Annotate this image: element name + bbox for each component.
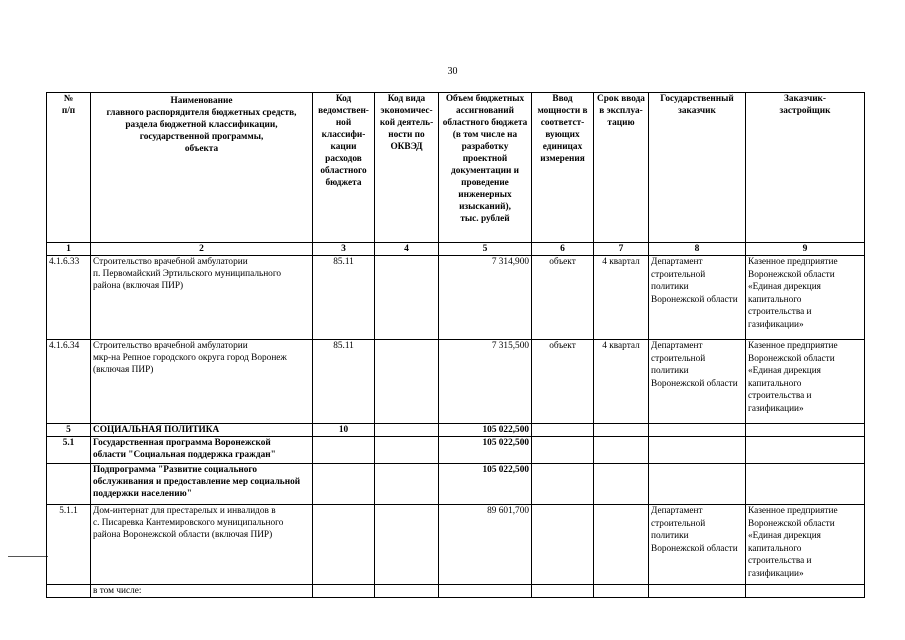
column-number-row — [47, 243, 865, 256]
row-developer: Казенное предприятие Воронежской области «Единая дирекция капитального строительства и газификации» — [746, 340, 865, 424]
page-number: 30 — [447, 66, 458, 77]
table-row — [47, 340, 865, 424]
header-okved: Код вида экономичес- кой деятель- ности по ОКВЭД — [375, 93, 439, 243]
header-no: № п/п — [47, 93, 91, 243]
row-capacity: объект — [532, 340, 594, 424]
header-dept-code: Код ведомствен- ной классифи- кации расходов областного бюджета — [313, 93, 375, 243]
row-developer — [746, 464, 865, 505]
row-capacity — [532, 424, 594, 437]
row-dept-code — [313, 437, 375, 464]
row-no — [47, 464, 91, 505]
row-customer: Департамент строительной политики Воронежской области — [649, 256, 746, 340]
row-okved — [375, 464, 439, 505]
column-number: 6 — [532, 243, 594, 256]
row-name: Строительство врачебной амбулатории п. Первомайский Эртильского муниципального района (включая ПИР) — [91, 256, 313, 340]
table-row — [47, 505, 865, 585]
row-volume: 105 022,500 — [439, 424, 532, 437]
row-customer — [649, 585, 746, 598]
header-name: Наименование главного распорядителя бюджетных средств, раздела бюджетной классификации, государственной программы, объекта — [91, 93, 313, 243]
row-dept-code: 85.11 — [313, 256, 375, 340]
row-dept-code — [313, 464, 375, 505]
row-name: СОЦИАЛЬНАЯ ПОЛИТИКА — [91, 424, 313, 437]
row-capacity: объект — [532, 256, 594, 340]
row-customer — [649, 424, 746, 437]
header-capacity: Ввод мощности в соответст- вующих единицах измерения — [532, 93, 594, 243]
row-developer — [746, 437, 865, 464]
header-customer: Государственный заказчик — [649, 93, 746, 243]
row-no: 4.1.6.34 — [47, 340, 91, 424]
row-no — [47, 585, 91, 598]
row-capacity — [532, 464, 594, 505]
row-term — [594, 585, 649, 598]
column-number: 2 — [91, 243, 313, 256]
row-term: 4 квартал — [594, 256, 649, 340]
row-okved — [375, 340, 439, 424]
row-name: Строительство врачебной амбулатории мкр-на Репное городского округа город Воронеж (включая ПИР) — [91, 340, 313, 424]
row-term: 4 квартал — [594, 340, 649, 424]
row-okved — [375, 437, 439, 464]
table-row-subprogram — [47, 464, 865, 505]
row-name: Государственная программа Воронежской области "Социальная поддержка граждан" — [91, 437, 313, 464]
row-term — [594, 424, 649, 437]
column-number: 5 — [439, 243, 532, 256]
row-capacity — [532, 505, 594, 585]
column-number: 9 — [746, 243, 865, 256]
column-number: 3 — [313, 243, 375, 256]
row-okved — [375, 585, 439, 598]
column-number: 4 — [375, 243, 439, 256]
row-dept-code: 85.11 — [313, 340, 375, 424]
row-volume: 105 022,500 — [439, 437, 532, 464]
column-number: 1 — [47, 243, 91, 256]
row-name: Подпрограмма "Развитие социального обслуживания и предоставление мер социальной поддержки населению" — [91, 464, 313, 505]
row-dept-code — [313, 505, 375, 585]
table-row-section — [47, 424, 865, 437]
row-okved — [375, 424, 439, 437]
row-customer: Департамент строительной политики Воронежской области — [649, 505, 746, 585]
column-number: 7 — [594, 243, 649, 256]
margin-line — [8, 556, 48, 557]
row-volume: 105 022,500 — [439, 464, 532, 505]
row-capacity — [532, 585, 594, 598]
row-volume: 7 314,900 — [439, 256, 532, 340]
row-customer — [649, 464, 746, 505]
row-volume: 89 601,700 — [439, 505, 532, 585]
row-no: 5.1 — [47, 437, 91, 464]
row-okved — [375, 505, 439, 585]
row-developer: Казенное предприятие Воронежской области «Единая дирекция капитального строительства и газификации» — [746, 505, 865, 585]
row-term — [594, 464, 649, 505]
table-header-row — [47, 93, 865, 243]
row-customer — [649, 437, 746, 464]
row-okved — [375, 256, 439, 340]
row-capacity — [532, 437, 594, 464]
table-row — [47, 585, 865, 598]
row-term — [594, 437, 649, 464]
row-customer: Департамент строительной политики Воронежской области — [649, 340, 746, 424]
row-term — [594, 505, 649, 585]
row-no: 5 — [47, 424, 91, 437]
row-volume — [439, 585, 532, 598]
row-name: Дом-интернат для престарелых и инвалидов в с. Писаревка Кантемировского муниципального района Воронежской области (включая ПИР) — [91, 505, 313, 585]
row-developer: Казенное предприятие Воронежской области «Единая дирекция капитального строительства и газификации» — [746, 256, 865, 340]
header-volume: Объем бюджетных ассигнований областного бюджета (в том числе на разработку проектной документации и проведение инженерных изысканий), тыс. рублей — [439, 93, 532, 243]
row-name: в том числе: — [91, 585, 313, 598]
row-dept-code — [313, 585, 375, 598]
table-row-program — [47, 437, 865, 464]
row-no: 5.1.1 — [47, 505, 91, 585]
column-number: 8 — [649, 243, 746, 256]
row-developer — [746, 424, 865, 437]
header-term: Срок ввода в эксплуа- тацию — [594, 93, 649, 243]
row-no: 4.1.6.33 — [47, 256, 91, 340]
row-developer — [746, 585, 865, 598]
table-row — [47, 256, 865, 340]
row-volume: 7 315,500 — [439, 340, 532, 424]
row-dept-code: 10 — [313, 424, 375, 437]
budget-table — [46, 92, 865, 598]
header-developer: Заказчик- застройщик — [746, 93, 865, 243]
